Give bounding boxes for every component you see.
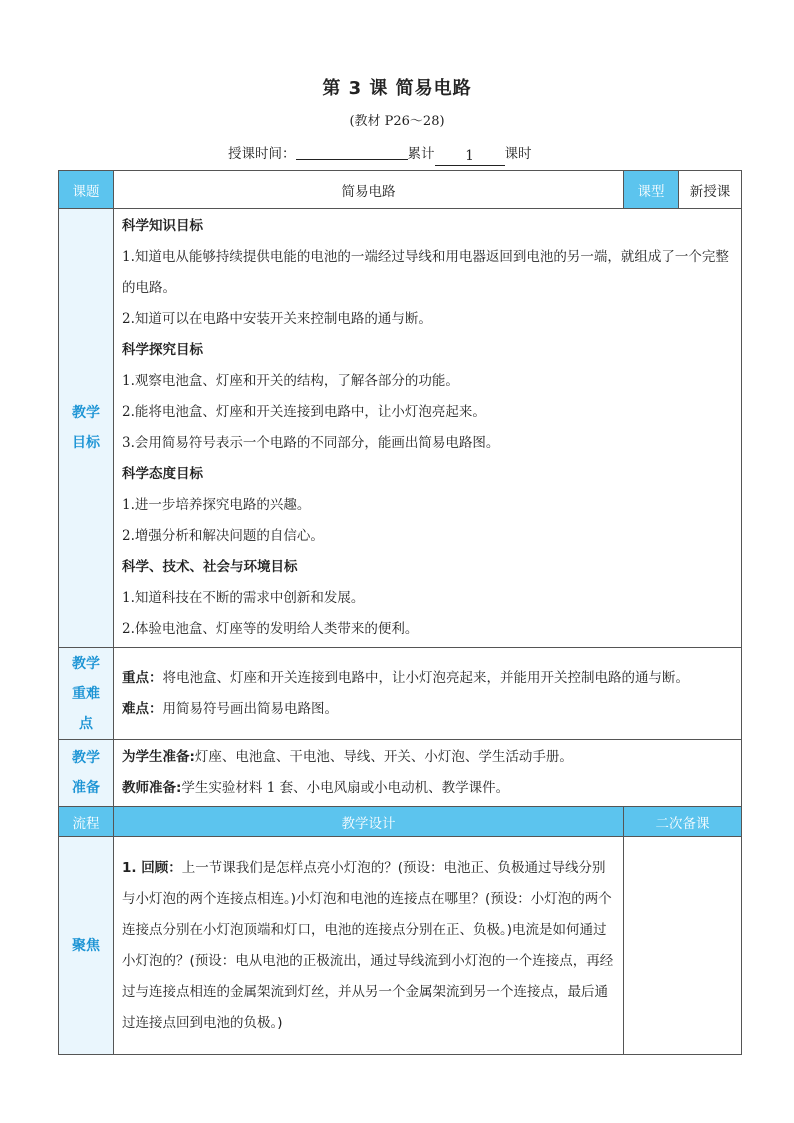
focus-paragraph	[122, 853, 615, 1039]
goals-label-line1: 教学	[72, 405, 100, 421]
flow-col-label: 流程	[59, 807, 114, 837]
lesson-title: 第 3 课 简易电路	[322, 78, 472, 99]
student-prep-label: 为学生准备:	[122, 749, 195, 765]
prep-content	[114, 740, 742, 807]
keypoints-label-line1: 教学	[72, 655, 100, 672]
key-label: 重点：	[122, 669, 163, 686]
design-col-label: 教学设计	[114, 807, 624, 837]
prep-row	[59, 740, 742, 807]
time-label: 授课时间：	[228, 146, 296, 162]
cumulative-value: 1	[435, 148, 505, 166]
focus-content	[114, 837, 624, 1055]
keypoints-row	[59, 648, 742, 740]
goal-heading: 科学知识目标	[122, 218, 203, 234]
topic-label: 课题	[59, 171, 114, 209]
goal-item: 2.体验电池盒、灯座等的发明给人类带来的便利。	[122, 621, 419, 637]
goal-item: 2.增强分析和解决问题的自信心。	[122, 528, 324, 544]
revision-col-label: 二次备课	[624, 807, 742, 837]
prep-label-line2: 准备	[72, 780, 100, 796]
goals-row	[59, 209, 742, 648]
diff-text: 用简易符号画出简易电路图。	[162, 700, 338, 717]
goals-label	[59, 209, 114, 648]
revision-notes-cell[interactable]	[624, 837, 742, 1055]
student-prep-text: 灯座、电池盒、干电池、导线、开关、小灯泡、学生活动手册。	[194, 749, 573, 765]
focus-lead: 1. 回顾：	[122, 859, 182, 876]
goal-item: 1.知道电从能够持续提供电能的电池的一端经过导线和用电器返回到电池的另一端，就组成了一个完整的电路。	[122, 249, 729, 296]
key-text: 将电池盒、灯座和开关连接到电路中，让小灯泡亮起来，并能用开关控制电路的通与断。	[162, 669, 689, 686]
student-prep	[122, 742, 733, 773]
cumulative-label: 累计	[407, 146, 435, 162]
time-blank[interactable]	[296, 144, 408, 160]
teacher-prep-label: 教师准备:	[122, 780, 182, 796]
goal-heading: 科学探究目标	[122, 342, 203, 358]
goal-item: 2.能将电池盒、灯座和开关连接到电路中，让小灯泡亮起来。	[122, 404, 486, 420]
textbook-pages: (教材 P26～28)	[349, 114, 445, 129]
keypoints-label-line2: 重难	[72, 685, 100, 702]
diff-label: 难点：	[122, 700, 163, 717]
type-value: 新授课	[679, 171, 742, 209]
keypoints-label	[59, 648, 114, 740]
focus-text: 上一节课我们是怎样点亮小灯泡的？(预设：电池正、负极通过导线分别与小灯泡的两个连接点相连。)小灯泡和电池的连接点在哪里？(预设：小灯泡的两个连接点分别在小灯泡顶端和灯口，电池的连接点分别在正、负极。)电流是如何通过小灯泡的？(预设：电从电池的正极流出，通过导线流到小灯泡的一个连接点，再经过与连接点相连的金属架流到灯丝，并从另一个金属架流到另一个连接点，最后通过连接点回到电池的负极。)	[122, 859, 614, 1031]
keypoints-content	[114, 648, 742, 740]
goal-item: 3.会用简易符号表示一个电路的不同部分，能画出简易电路图。	[122, 435, 500, 451]
goals-content	[114, 209, 742, 648]
focus-label: 聚焦	[59, 837, 114, 1055]
focus-row	[59, 837, 742, 1055]
goal-heading: 科学态度目标	[122, 466, 203, 482]
goal-item: 2.知道可以在电路中安装开关来控制电路的通与断。	[122, 311, 432, 327]
topic-row	[59, 171, 742, 209]
type-label: 课型	[624, 171, 679, 209]
goal-item: 1.进一步培养探究电路的兴趣。	[122, 497, 311, 513]
unit-label: 课时	[504, 146, 532, 162]
teacher-prep-text: 学生实验材料 1 套、小电风扇或小电动机、教学课件。	[181, 780, 510, 796]
difficult-point	[122, 694, 733, 725]
key-point	[122, 663, 733, 694]
goal-item: 1.观察电池盒、灯座和开关的结构，了解各部分的功能。	[122, 373, 459, 389]
goals-label-line2: 目标	[72, 435, 100, 451]
goal-item: 1.知道科技在不断的需求中创新和发展。	[122, 590, 365, 606]
teacher-prep	[122, 773, 733, 804]
prep-label-line1: 教学	[72, 750, 100, 766]
lesson-plan-table	[58, 170, 742, 1055]
flow-header-row	[59, 807, 742, 837]
schedule-line	[228, 143, 532, 166]
keypoints-label-line3: 点	[79, 715, 93, 732]
prep-label	[59, 740, 114, 807]
topic-value: 简易电路	[114, 171, 624, 209]
goal-heading: 科学、技术、社会与环境目标	[122, 559, 298, 575]
